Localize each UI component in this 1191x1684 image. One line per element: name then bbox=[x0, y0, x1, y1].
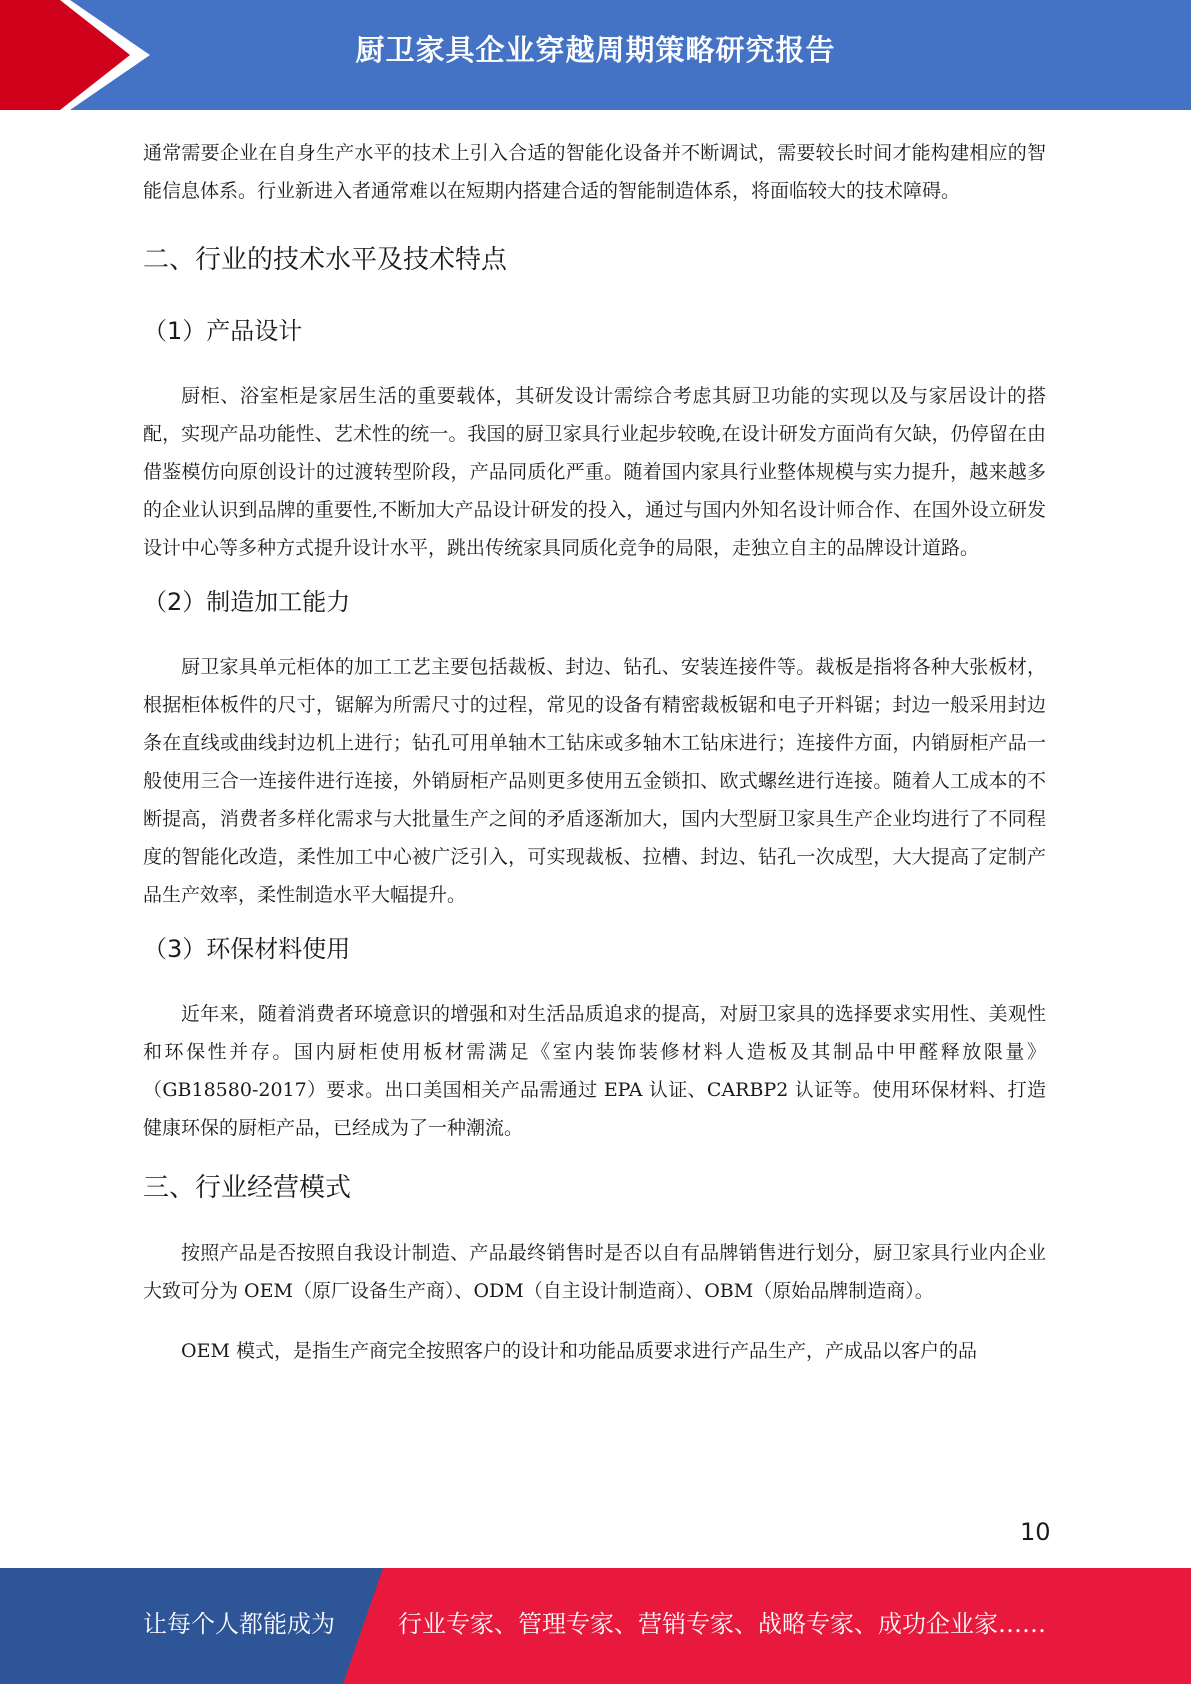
page-number: 10 bbox=[1020, 1518, 1051, 1546]
product-design-paragraph: 厨柜、浴室柜是家居生活的重要载体，其研发设计需综合考虑其厨卫功能的实现以及与家居设计的搭配，实现产品功能性、艺术性的统一。我国的厨卫家具行业起步较晚,在设计研发方面尚有欠缺，仍停留在由借鉴模仿向原创设计的过渡转型阶段，产品同质化严重。随着国内家具行业整体规模与实力提升，越来越多的企业认识到品牌的重要性,不断加大产品设计研发的投入，通过与国内外知名设计师合作、在国外设立研发设计中心等多种方式提升设计水平，跳出传统家具同质化竞争的局限，走独立自主的品牌设计道路。 bbox=[143, 385, 1046, 559]
subsection-1-heading: （1）产品设计 bbox=[143, 317, 303, 345]
page-header bbox=[0, 0, 1191, 110]
manufacturing-paragraph: 厨卫家具单元柜体的加工工艺主要包括裁板、封边、钻孔、安装连接件等。裁板是指将各种大张板材，根据柜体板件的尺寸，锯解为所需尺寸的过程，常见的设备有精密裁板锯和电子开料锯；封边一般采用封边条在直线或曲线封边机上进行；钻孔可用单轴木工钻床或多轴木工钻床进行；连接件方面，内销厨柜产品一般使用三合一连接件进行连接，外销厨柜产品则更多使用五金锁扣、欧式螺丝进行连接。随着人工成本的不断提高，消费者多样化需求与大批量生产之间的矛盾逐渐加大，国内大型厨卫家具生产企业均进行了不同程度的智能化改造，柔性加工中心被广泛引入，可实现裁板、拉槽、封边、钻孔一次成型，大大提高了定制产品生产效率，柔性制造水平大幅提升。 bbox=[143, 656, 1046, 906]
section-3-heading: 三、行业经营模式 bbox=[143, 1173, 352, 1203]
intro-paragraph: 通常需要企业在自身生产水平的技术上引入合适的智能化设备并不断调试，需要较长时间才能构建相应的智能信息体系。行业新进入者通常难以在短期内搭建合适的智能制造体系，将面临较大的技术障碍。 bbox=[143, 142, 1046, 202]
page-content bbox=[143, 134, 1046, 1370]
subsection-3-heading: （3）环保材料使用 bbox=[143, 935, 351, 963]
footer-slogan-right: 行业专家、管理专家、营销专家、战略专家、成功企业家…… bbox=[398, 1610, 1046, 1638]
section-2-heading: 二、行业的技术水平及技术特点 bbox=[143, 245, 508, 275]
page-footer bbox=[0, 1568, 1191, 1684]
eco-materials-paragraph: 近年来，随着消费者环境意识的增强和对生活品质追求的提高，对厨卫家具的选择要求实用性、美观性和环保性并存。国内厨柜使用板材需满足《室内装饰装修材料人造板及其制品中甲醛释放限量》（GB18580-2017）要求。出口美国相关产品需通过 EPA 认证、CARBP2 认证等。使用环保材料、打造健康环保的厨柜产品，已经成为了一种潮流。 bbox=[143, 1003, 1046, 1139]
business-model-paragraph-2: OEM 模式，是指生产商完全按照客户的设计和功能品质要求进行产品生产，产成品以客户的品 bbox=[181, 1340, 977, 1362]
footer-slogan-left: 让每个人都能成为 bbox=[143, 1610, 335, 1638]
subsection-2-heading: （2）制造加工能力 bbox=[143, 588, 351, 616]
business-model-paragraph-1: 按照产品是否按照自我设计制造、产品最终销售时是否以自有品牌销售进行划分，厨卫家具行业内企业大致可分为 OEM（原厂设备生产商）、ODM（自主设计制造商）、OBM（原始品牌制造商）。 bbox=[143, 1242, 1046, 1302]
report-title: 厨卫家具企业穿越周期策略研究报告 bbox=[355, 33, 836, 67]
